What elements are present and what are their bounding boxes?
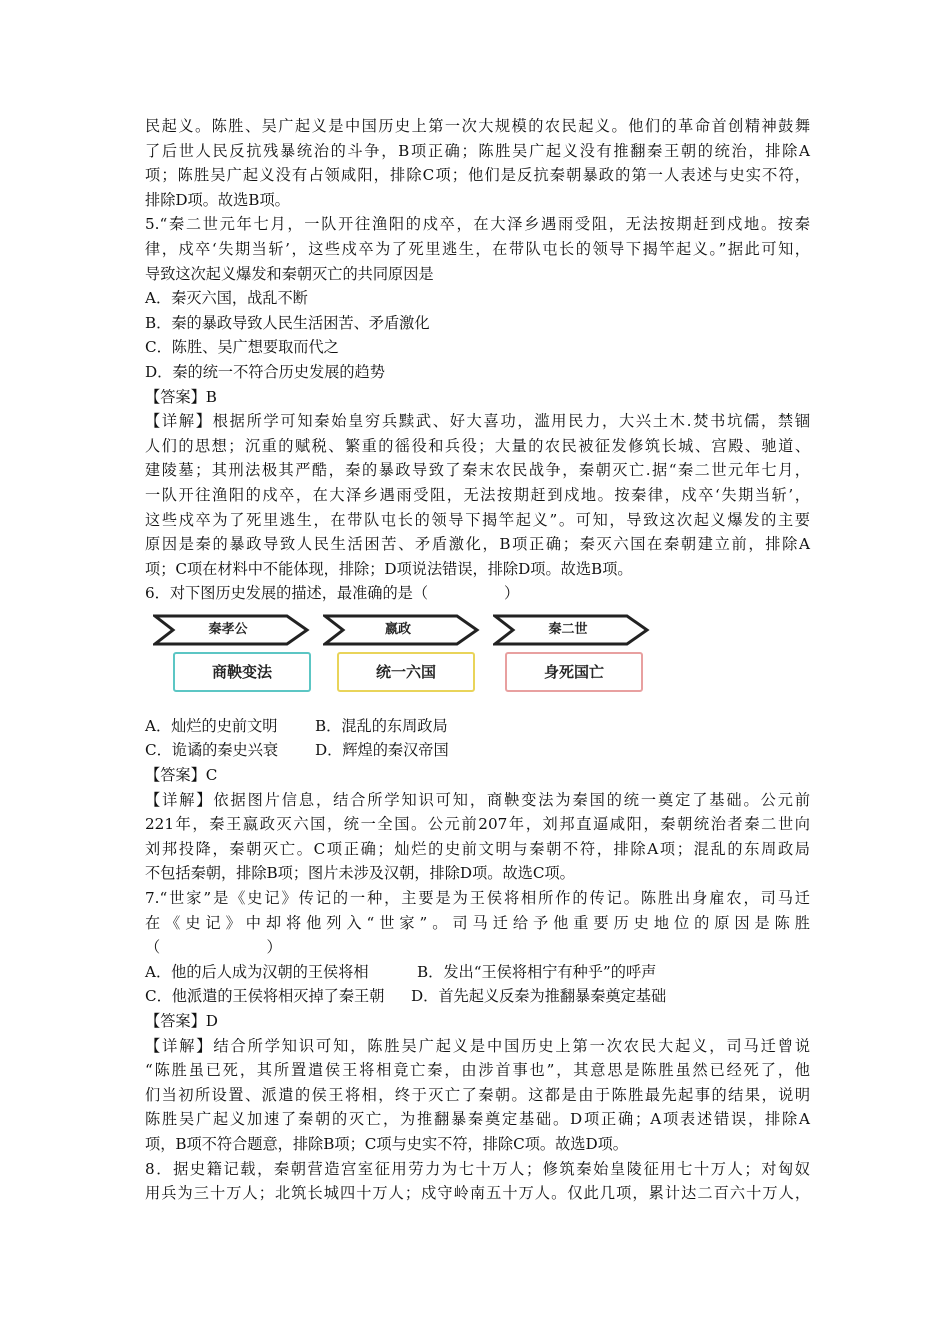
text-line: 项；陈胜吴广起义没有占领咸阳，排除C项；他们是反抗秦朝暴政的第一人表述与史实不符， (145, 166, 810, 185)
question-7 (145, 886, 810, 1157)
question-stem: 8．据史籍记载，秦朝营造宫室征用劳力为七十万人；修筑秦始皇陵征用七十万人；对匈奴 (145, 1159, 810, 1178)
detail-line: “陈胜虽已死，其所置遣侯王将相竟亡秦，由涉首事也”，其意思是陈胜虽然已经死了，他 (145, 1061, 810, 1080)
option-row (145, 714, 810, 739)
option-c: C．陈胜、吴广想要取而代之 (145, 338, 339, 357)
option-a: A．他的后人成为汉朝的王侯将相 (145, 962, 369, 981)
answer: 【答案】C (145, 766, 218, 785)
box-shang-yang-reform: 商鞅变法 (173, 652, 311, 692)
detail-line: 不包括秦朝，排除B项；图片未涉及汉朝，排除D项。故选C项。 (145, 864, 575, 883)
history-diagram (153, 614, 673, 706)
box-unify-six-states: 统一六国 (337, 652, 475, 692)
arrow-qin-ershi (493, 614, 651, 646)
option-c: C．诡谲的秦史兴衰 (145, 741, 279, 760)
question-stem: 5.“秦二世元年七月，一队开往渔阳的戍卒，在大泽乡遇雨受阻，无法按期赶到戍地。按秦 (145, 215, 810, 234)
option-row (145, 960, 810, 985)
question-stem: 6．对下图历史发展的描述，最准确的是（ ） (145, 584, 520, 603)
question-stem: 用兵为三十万人；北筑长城四十万人；戍守岭南五十万人。仅此几项，累计达二百六十万人， (145, 1184, 810, 1203)
detail-line: 陈胜吴广起义加速了秦朝的灭亡，为推翻暴秦奠定基础。D项正确；A项表述错误，排除A (145, 1110, 810, 1129)
arrow-label: 嬴政 (384, 621, 411, 637)
box-fall-of-state: 身死国亡 (505, 652, 643, 692)
option-a: A．灿烂的史前文明 (145, 716, 278, 735)
question-stem: 7.“世家”是《史记》传记的一种，主要是为王侯将相所作的传记。陈胜出身雇农，司马迁 (145, 889, 810, 908)
option-d: D．辉煌的秦汉帝国 (315, 741, 449, 760)
arrow-qin-xiaogong (153, 614, 311, 646)
question-stem: 在《史记》中却将他列入“世家”。司马迁给予他重要历史地位的原因是陈胜 (145, 913, 810, 932)
detail-line: 这些戍卒为了死里逃生，在带队屯长的领导下揭竿起义”。可知，导致这次起义爆发的主要 (145, 510, 810, 529)
detail-line: 项；C项在材料中不能体现，排除；D项说法错误，排除D项。故选B项。 (145, 559, 633, 578)
option-b: B．秦的暴政导致人民生活困苦、矛盾激化 (145, 313, 430, 332)
question-8 (145, 1157, 810, 1206)
detail-line: 【详解】依据图片信息，结合所学知识可知，商鞅变法为秦国的统一奠定了基础。公元前 (145, 790, 810, 809)
detail-line: 221年，秦王嬴政灭六国，统一全国。公元前207年，刘邦直逼咸阳，秦朝统治者秦二世向 (145, 815, 810, 834)
detail-line: 一队开往渔阳的戍卒，在大泽乡遇雨受阻，无法按期赶到戍地。按秦律，戍卒‘失期当斩’， (145, 485, 810, 504)
detail-line: 们当初所设置、派遣的侯王将相，终于灭亡了秦朝。这都是由于陈胜最先起事的结果，说明 (145, 1085, 810, 1104)
previous-explanation (145, 114, 810, 212)
detail-line: 人们的思想；沉重的赋税、繁重的徭役和兵役；大量的农民被征发修筑长城、宫殿、驰道、 (145, 436, 810, 455)
option-c: C．他派遣的王侯将相灭掉了秦王朝 (145, 987, 385, 1006)
option-d: D．首先起义反秦为推翻暴秦奠定基础 (411, 987, 667, 1006)
question-6 (145, 581, 810, 886)
answer: 【答案】B (145, 387, 217, 406)
detail-line: 项，B项不符合题意，排除B项；C项与史实不符，排除C项。故选D项。 (145, 1134, 628, 1153)
text-line: 民起义。陈胜、吴广起义是中国历史上第一次大规模的农民起义。他们的革命首创精神鼓舞 (145, 117, 810, 135)
detail-line: 【详解】根据所学可知秦始皇穷兵黩武、好大喜功，滥用民力，大兴土木.焚书坑儒，禁锢 (145, 412, 810, 431)
text-line: 排除D项。故选B项。 (145, 190, 290, 209)
document-page (145, 114, 810, 1206)
question-stem: 律，戍卒‘失期当斩’，这些戍卒为了死里逃生，在带队屯长的领导下揭竿起义。”据此可知， (145, 239, 810, 258)
arrow-ying-zheng (323, 614, 481, 646)
detail-line: 建陵墓；其刑法极其严酷，秦的暴政导致了秦末农民战争，秦朝灭亡.据“秦二世元年七月， (145, 461, 810, 480)
question-stem: 导致这次起义爆发和秦朝灭亡的共同原因是 (145, 264, 434, 283)
option-row (145, 738, 810, 763)
option-d: D．秦的统一不符合历史发展的趋势 (145, 362, 385, 381)
option-row (145, 984, 810, 1009)
question-stem: （ ） (145, 938, 282, 957)
question-5 (145, 212, 810, 581)
text-line: 了后世人民反抗残暴统治的斗争，B项正确；陈胜吴广起义没有推翻秦王朝的统治，排除A (145, 141, 810, 160)
detail-line: 原因是秦的暴政导致人民生活困苦、矛盾激化，B项正确；秦灭六国在秦朝建立前，排除A (145, 535, 810, 554)
option-b: B．发出“王侯将相宁有种乎”的呼声 (417, 962, 657, 981)
answer: 【答案】D (145, 1012, 218, 1030)
arrow-label: 秦孝公 (208, 621, 248, 637)
arrow-label: 秦二世 (548, 621, 588, 637)
detail-line: 【详解】结合所学知识可知，陈胜吴广起义是中国历史上第一次农民大起义，司马迁曾说 (145, 1036, 810, 1055)
option-a: A．秦灭六国，战乱不断 (145, 289, 308, 308)
option-b: B．混乱的东周政局 (315, 716, 448, 735)
detail-line: 刘邦投降，秦朝灭亡。C项正确；灿烂的史前文明与秦朝不符，排除A项；混乱的东周政局 (145, 839, 810, 858)
